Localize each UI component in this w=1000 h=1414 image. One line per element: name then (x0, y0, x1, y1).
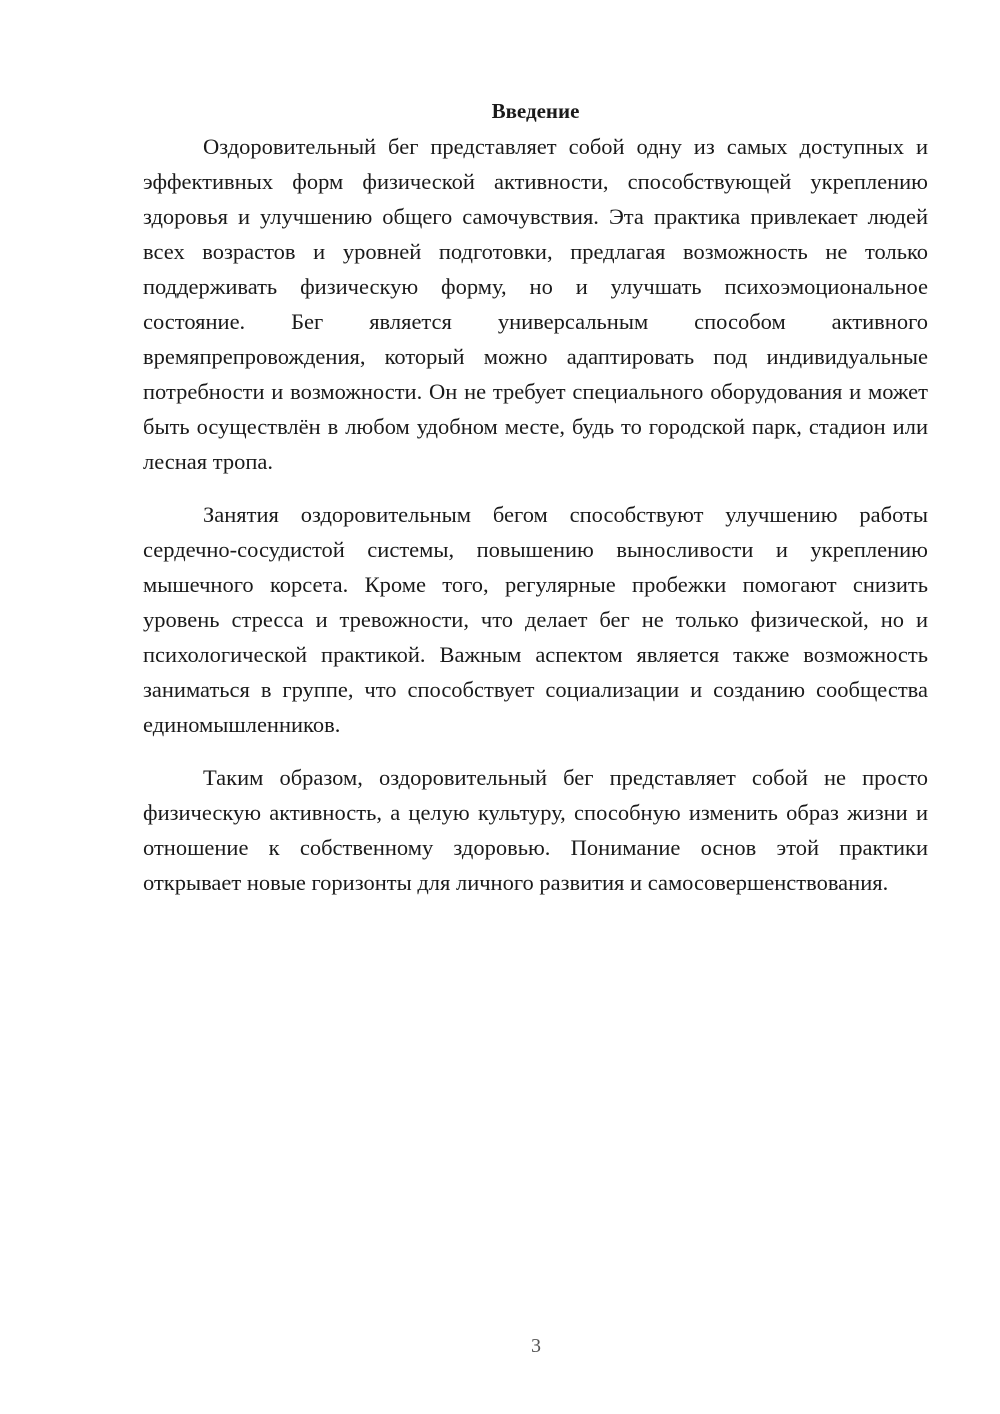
section-heading: Введение (491, 99, 580, 123)
page-content (143, 94, 928, 900)
paragraph-3: Таким образом, оздоровительный бег представляет собой не просто физическую активность, а целую культуру, способную изменить образ жизни и отношение к собственному здоровью. Понимание основ этой практики открывает новые горизонты для личного развития и самосовершенствования. (143, 765, 928, 895)
paragraph-1: Оздоровительный бег представляет собой одну из самых доступных и эффективных форм физической активности, способствующей укреплению здоровья и улучшению общего самочувствия. Эта практика привлекает людей всех возрастов и уровней подготовки, предлагая возможность не только поддерживать физическую форму, но и улучшать психоэмоциональное состояние. Бег является универсальным способом активного времяпрепровождения, который можно адаптировать под индивидуальные потребности и возможности. Он не требует специального оборудования и может быть осуществлён в любом удобном месте, будь то городской парк, стадион или лесная тропа. (143, 134, 928, 474)
page-number: 3 (531, 1335, 541, 1357)
paragraph-2: Занятия оздоровительным бегом способствуют улучшению работы сердечно-сосудистой системы, повышению выносливости и укреплению мышечного корсета. Кроме того, регулярные пробежки помогают снизить уровень стресса и тревожности, что делает бег не только физической, но и психологической практикой. Важным аспектом является также возможность заниматься в группе, что способствует социализации и созданию сообщества единомышленников. (143, 502, 928, 737)
